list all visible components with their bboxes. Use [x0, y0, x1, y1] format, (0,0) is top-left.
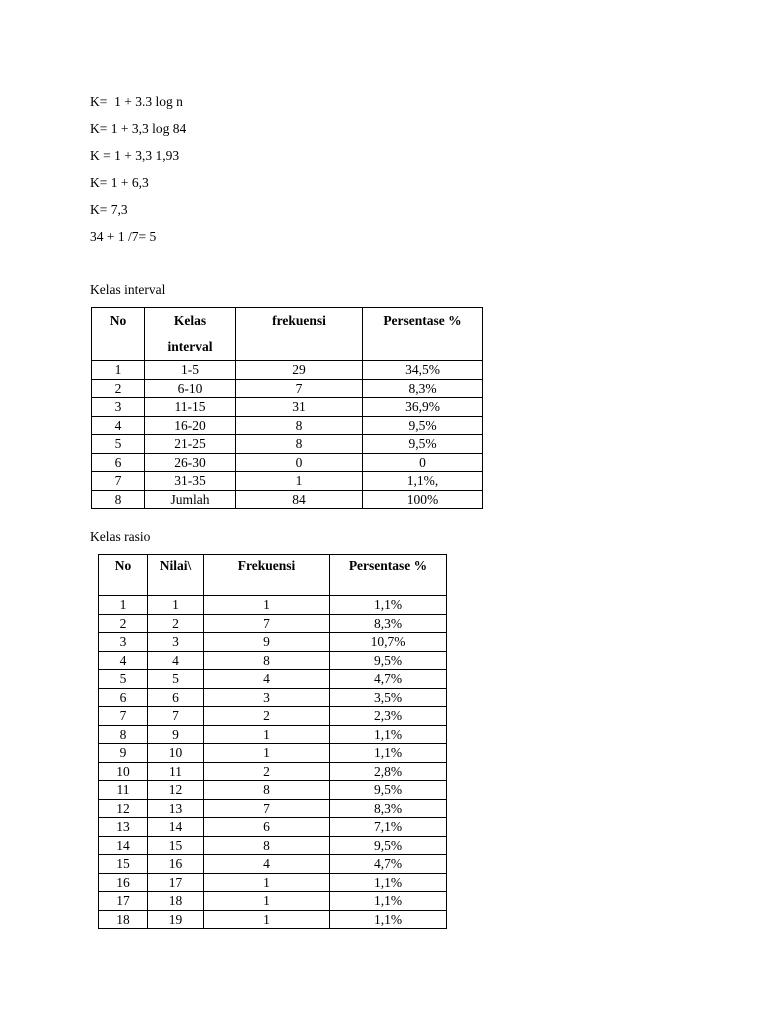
- table-cell-no: 10: [99, 762, 148, 781]
- table-cell-frekuensi: 84: [236, 490, 363, 509]
- table-cell-persentase: 10,7%: [330, 633, 447, 652]
- table-cell-nilai: 5: [148, 670, 204, 689]
- table-row: [92, 416, 483, 435]
- table-cell-no: 8: [99, 725, 148, 744]
- table-cell-no: 5: [99, 670, 148, 689]
- table-cell-no: 14: [99, 836, 148, 855]
- table-row: [99, 670, 447, 689]
- table-cell-nilai: 13: [148, 799, 204, 818]
- table-cell-kelas-interval: 21-25: [145, 435, 236, 454]
- table-cell-persentase: 9,5%: [330, 651, 447, 670]
- formula-line: K= 1 + 6,3: [90, 175, 149, 190]
- table-cell-nilai: 11: [148, 762, 204, 781]
- table-row: [99, 596, 447, 615]
- table-cell-no: 3: [92, 398, 145, 417]
- table-cell-no: 6: [92, 453, 145, 472]
- table-cell-no: 11: [99, 781, 148, 800]
- table-cell-no: 16: [99, 873, 148, 892]
- table-cell-frekuensi: 8: [204, 781, 330, 800]
- table-cell-no: 7: [92, 472, 145, 491]
- table-cell-nilai: 10: [148, 744, 204, 763]
- table-row: [99, 818, 447, 837]
- table-row: [99, 799, 447, 818]
- table-cell-no: 9: [99, 744, 148, 763]
- header-frekuensi: Frekuensi: [204, 555, 330, 596]
- table-cell-kelas-interval: 11-15: [145, 398, 236, 417]
- table-cell-persentase: 1,1%,: [363, 472, 483, 491]
- table-cell-kelas-interval: 16-20: [145, 416, 236, 435]
- table-cell-frekuensi: 8: [204, 836, 330, 855]
- table-cell-nilai: 3: [148, 633, 204, 652]
- table-row: [99, 633, 447, 652]
- formula-line: K= 1 + 3.3 log n: [90, 94, 183, 109]
- formula-line: 34 + 1 /7= 5: [90, 229, 157, 244]
- table-cell-kelas-interval: 6-10: [145, 379, 236, 398]
- table-cell-kelas-interval: 31-35: [145, 472, 236, 491]
- table-row: [99, 781, 447, 800]
- table-cell-nilai: 16: [148, 855, 204, 874]
- table-row: [99, 688, 447, 707]
- header-persentase: Persentase %: [330, 555, 447, 596]
- table-row: [92, 435, 483, 454]
- table-cell-frekuensi: 1: [204, 725, 330, 744]
- table-cell-frekuensi: 4: [204, 670, 330, 689]
- table-row: [99, 707, 447, 726]
- table-cell-no: 15: [99, 855, 148, 874]
- table-row: [99, 725, 447, 744]
- header-kelas-line2: interval: [167, 339, 213, 354]
- table-cell-persentase: 8,3%: [330, 799, 447, 818]
- header-no: No: [99, 555, 148, 596]
- table-cell-nilai: 18: [148, 892, 204, 911]
- header-kelas-interval: [145, 308, 236, 361]
- header-persentase: Persentase %: [363, 308, 483, 361]
- table-cell-no: 4: [92, 416, 145, 435]
- table-cell-no: 12: [99, 799, 148, 818]
- table-cell-persentase: 4,7%: [330, 855, 447, 874]
- header-nilai: Nilai\: [148, 555, 204, 596]
- table-cell-no: 2: [99, 614, 148, 633]
- table-cell-nilai: 12: [148, 781, 204, 800]
- table-cell-frekuensi: 2: [204, 707, 330, 726]
- table-row: [99, 614, 447, 633]
- table-cell-frekuensi: 1: [204, 910, 330, 929]
- table-row: [99, 873, 447, 892]
- table-cell-frekuensi: 1: [204, 873, 330, 892]
- table-cell-frekuensi: 7: [204, 799, 330, 818]
- table-cell-no: 1: [92, 361, 145, 380]
- table-cell-no: 13: [99, 818, 148, 837]
- table-cell-nilai: 15: [148, 836, 204, 855]
- table-row: [92, 490, 483, 509]
- table-cell-frekuensi: 9: [204, 633, 330, 652]
- table-cell-frekuensi: 3: [204, 688, 330, 707]
- table-cell-persentase: 0: [363, 453, 483, 472]
- table-cell-kelas-interval: Jumlah: [145, 490, 236, 509]
- table-header-row: [99, 555, 447, 596]
- table-cell-frekuensi: 1: [204, 596, 330, 615]
- rasio-section-title: Kelas rasio: [90, 529, 151, 544]
- table-cell-persentase: 3,5%: [330, 688, 447, 707]
- table-row: [92, 453, 483, 472]
- table-cell-no: 4: [99, 651, 148, 670]
- table-cell-no: 2: [92, 379, 145, 398]
- table-cell-nilai: 6: [148, 688, 204, 707]
- table-row: [99, 744, 447, 763]
- table-cell-persentase: 9,5%: [330, 836, 447, 855]
- interval-section-title: Kelas interval: [90, 282, 166, 297]
- header-kelas-line1: Kelas: [173, 313, 207, 328]
- table-cell-nilai: 14: [148, 818, 204, 837]
- table-cell-no: 3: [99, 633, 148, 652]
- header-frekuensi: frekuensi: [236, 308, 363, 361]
- table-cell-persentase: 1,1%: [330, 744, 447, 763]
- table-cell-frekuensi: 1: [236, 472, 363, 491]
- table-row: [99, 910, 447, 929]
- table-cell-persentase: 7,1%: [330, 818, 447, 837]
- table-cell-frekuensi: 8: [236, 435, 363, 454]
- table-row: [92, 379, 483, 398]
- table-cell-kelas-interval: 26-30: [145, 453, 236, 472]
- table-cell-nilai: 2: [148, 614, 204, 633]
- table-cell-persentase: 2,8%: [330, 762, 447, 781]
- table-cell-persentase: 1,1%: [330, 910, 447, 929]
- table-cell-frekuensi: 29: [236, 361, 363, 380]
- table-cell-nilai: 7: [148, 707, 204, 726]
- table-row: [99, 836, 447, 855]
- table-cell-frekuensi: 7: [204, 614, 330, 633]
- table-cell-persentase: 2,3%: [330, 707, 447, 726]
- table-cell-persentase: 36,9%: [363, 398, 483, 417]
- table-header-row: [92, 308, 483, 361]
- table-cell-kelas-interval: 1-5: [145, 361, 236, 380]
- table-cell-frekuensi: 0: [236, 453, 363, 472]
- table-cell-frekuensi: 4: [204, 855, 330, 874]
- table-cell-frekuensi: 1: [204, 744, 330, 763]
- interval-table: [91, 307, 483, 509]
- table-cell-persentase: 34,5%: [363, 361, 483, 380]
- rasio-table: [98, 554, 447, 929]
- table-cell-persentase: 8,3%: [363, 379, 483, 398]
- table-cell-persentase: 1,1%: [330, 892, 447, 911]
- table-cell-nilai: 17: [148, 873, 204, 892]
- table-cell-frekuensi: 2: [204, 762, 330, 781]
- table-cell-persentase: 9,5%: [363, 435, 483, 454]
- table-cell-frekuensi: 8: [236, 416, 363, 435]
- table-cell-persentase: 9,5%: [330, 781, 447, 800]
- table-cell-no: 5: [92, 435, 145, 454]
- table-cell-persentase: 100%: [363, 490, 483, 509]
- table-cell-frekuensi: 8: [204, 651, 330, 670]
- table-row: [99, 855, 447, 874]
- table-cell-persentase: 8,3%: [330, 614, 447, 633]
- table-row: [92, 398, 483, 417]
- table-cell-persentase: 4,7%: [330, 670, 447, 689]
- table-cell-no: 8: [92, 490, 145, 509]
- table-cell-frekuensi: 31: [236, 398, 363, 417]
- table-cell-no: 18: [99, 910, 148, 929]
- table-cell-nilai: 1: [148, 596, 204, 615]
- table-row: [99, 651, 447, 670]
- table-cell-frekuensi: 7: [236, 379, 363, 398]
- table-row: [92, 361, 483, 380]
- table-cell-nilai: 9: [148, 725, 204, 744]
- table-cell-nilai: 4: [148, 651, 204, 670]
- table-row: [92, 472, 483, 491]
- table-cell-frekuensi: 6: [204, 818, 330, 837]
- table-cell-nilai: 19: [148, 910, 204, 929]
- table-row: [99, 892, 447, 911]
- table-cell-no: 6: [99, 688, 148, 707]
- formula-line: K= 7,3: [90, 202, 128, 217]
- table-cell-no: 17: [99, 892, 148, 911]
- table-cell-persentase: 1,1%: [330, 596, 447, 615]
- table-cell-persentase: 1,1%: [330, 725, 447, 744]
- table-cell-frekuensi: 1: [204, 892, 330, 911]
- header-no: No: [92, 308, 145, 361]
- formula-line: K = 1 + 3,3 1,93: [90, 148, 180, 163]
- table-cell-no: 7: [99, 707, 148, 726]
- table-row: [99, 762, 447, 781]
- formula-line: K= 1 + 3,3 log 84: [90, 121, 187, 136]
- table-cell-no: 1: [99, 596, 148, 615]
- table-cell-persentase: 9,5%: [363, 416, 483, 435]
- table-cell-persentase: 1,1%: [330, 873, 447, 892]
